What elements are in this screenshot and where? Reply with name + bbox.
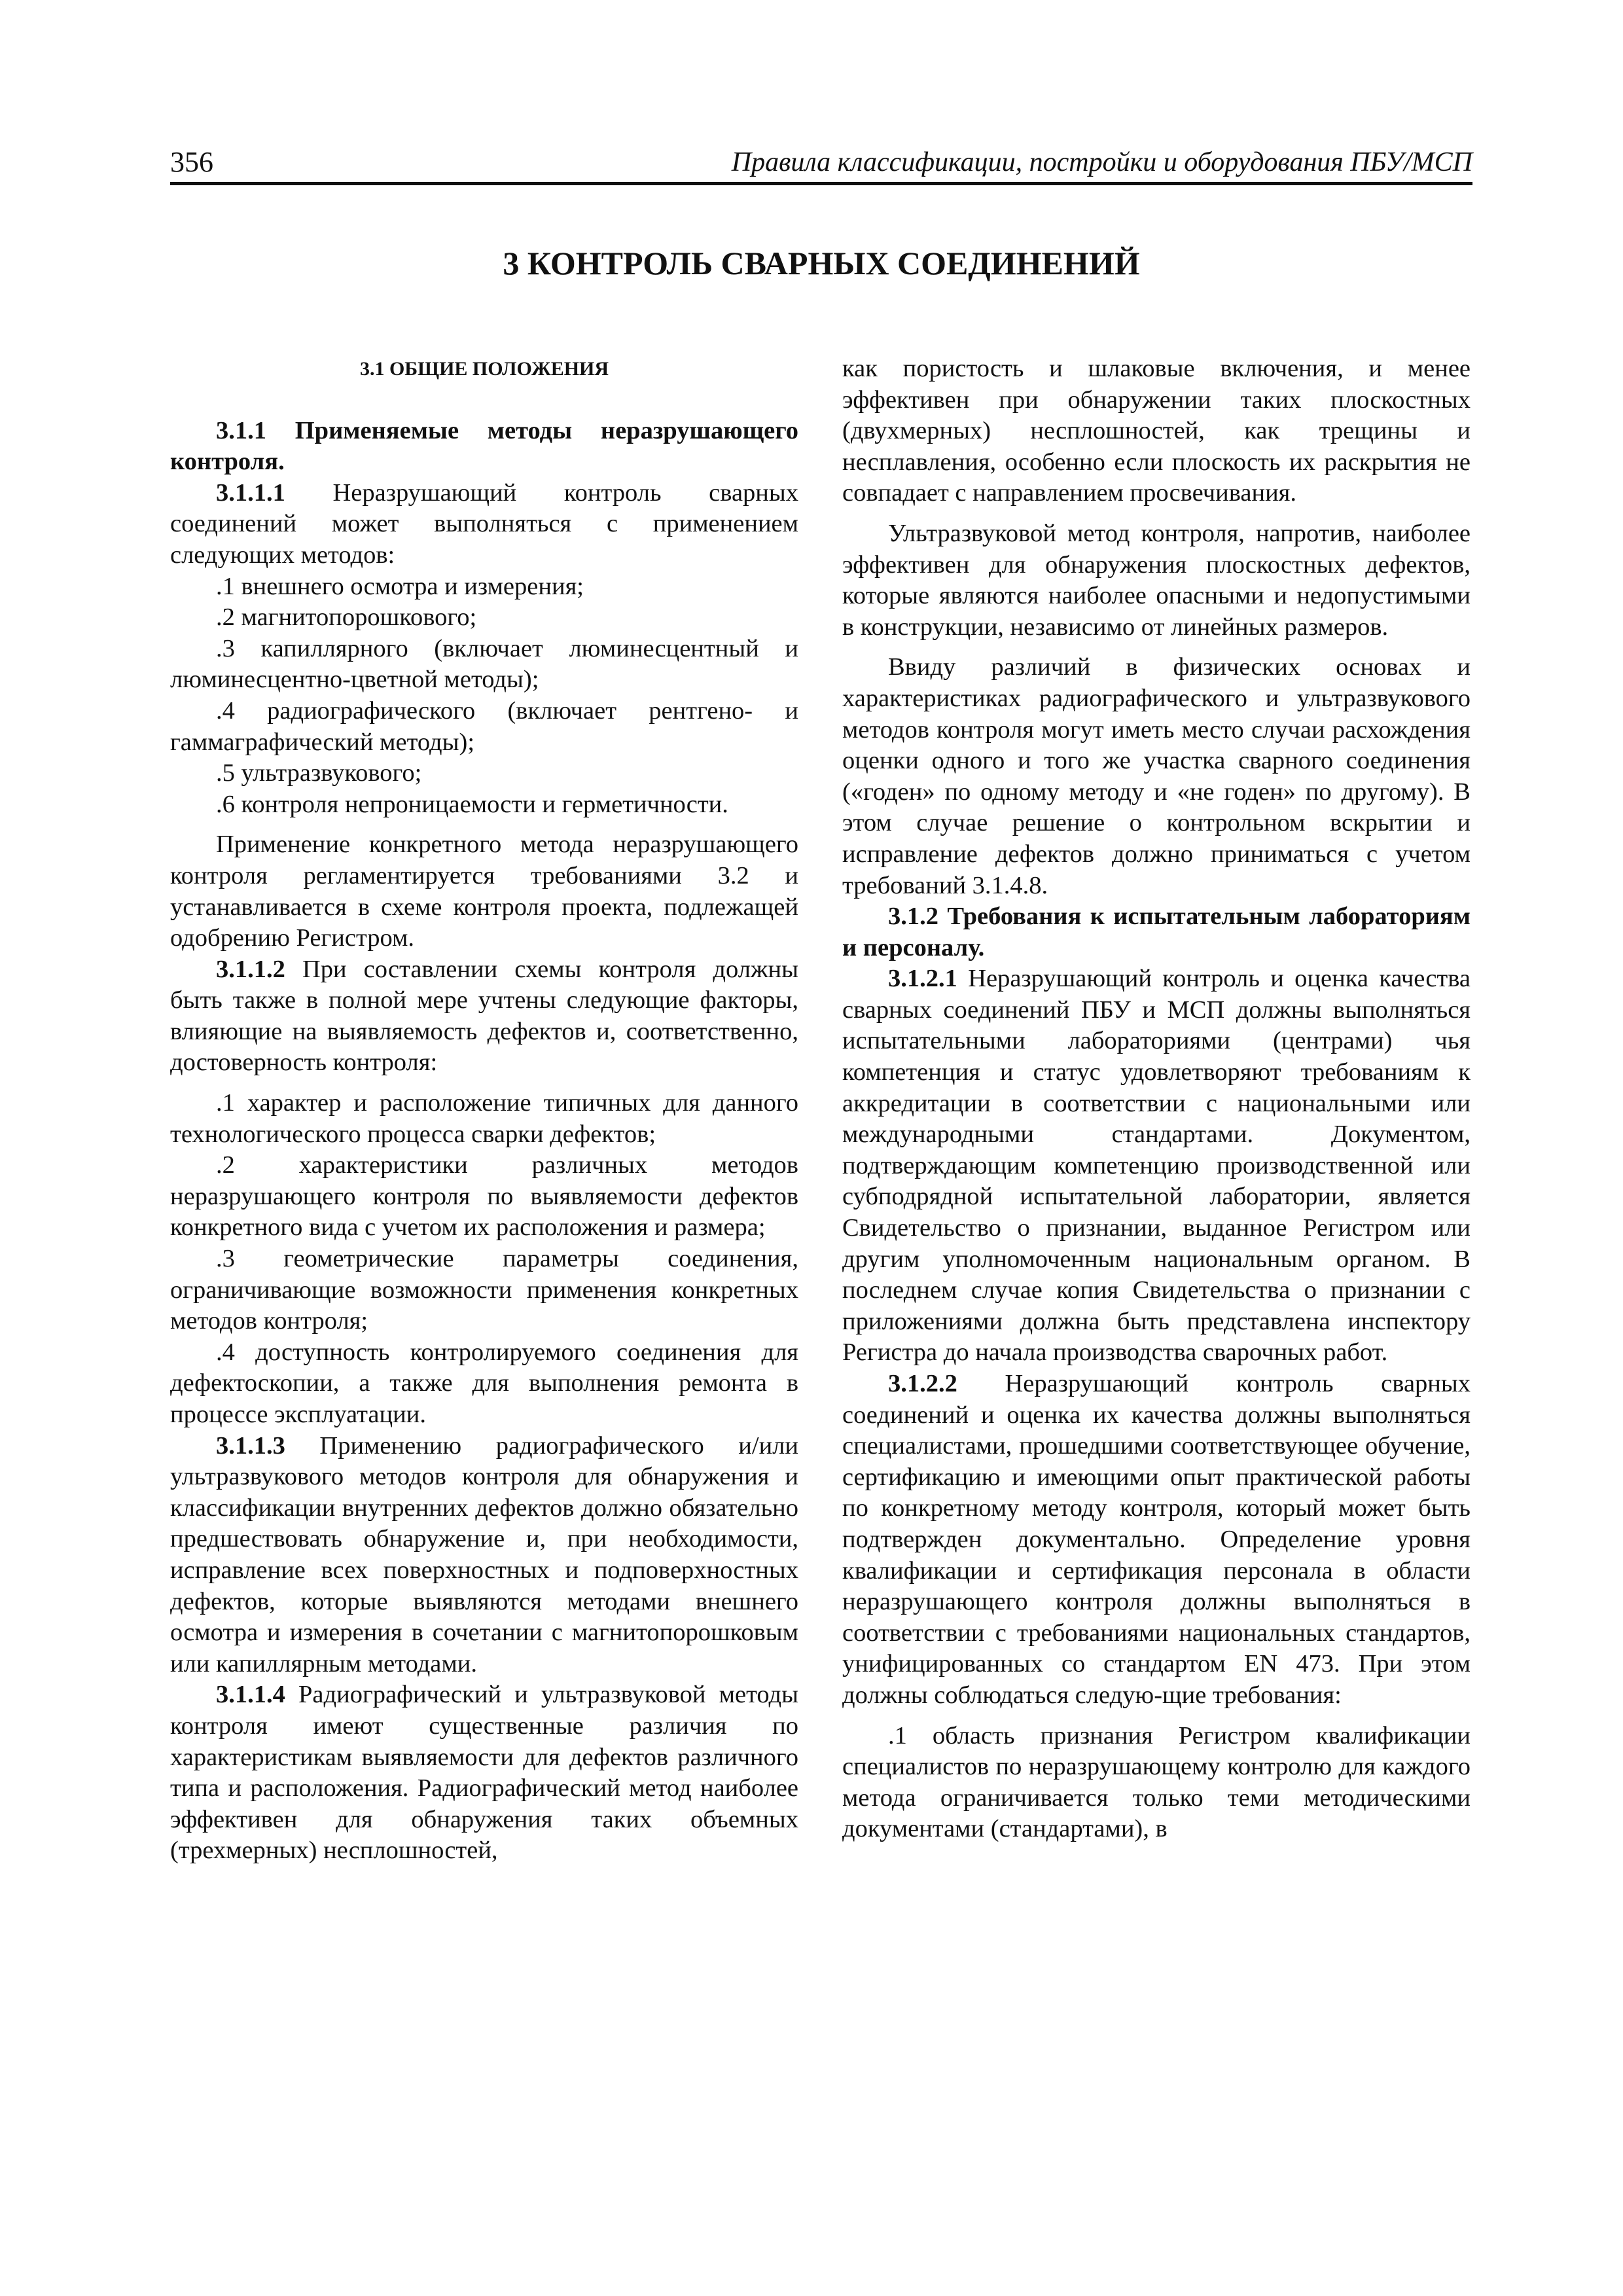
clause-text: Неразрушающий контроль сварных соединений может выполняться с применением следующих методов:	[170, 478, 798, 569]
clause-title: Применяемые методы неразрушающего контроля.	[170, 416, 798, 476]
factor-item: .1 характер и расположение типичных для данного технологического процесса сварки дефектов;	[170, 1089, 798, 1148]
clause-3-1-2-2	[842, 1369, 1471, 1712]
clause-3-1-1-3	[170, 1431, 798, 1680]
clause-number: 3.1.1.4	[216, 1681, 285, 1709]
requirement-item: .1 область признания Регистром квалификации специалистов по неразрушающему контролю для каждого метода ограничивается только теми методическими документами (стандартами), в	[842, 1721, 1471, 1843]
paragraph: Ультразвуковой метод контроля, напротив, наиболее эффективен для обнаружения плоскостных дефектов, которые являются наиболее опасными и недопустимыми в конструкции, независимо от линейных размеров.	[842, 519, 1471, 641]
clause-text: Радиографический и ультразвуковой методы контроля имеют существенные различия по характеристикам выявляемости для дефектов различного типа и расположения. Радиографический метод наиболее эффективен для обнаружения таких объемных (трехмерных) несплошностей,	[170, 1681, 798, 1865]
clause-3-1-2-1	[842, 963, 1471, 1369]
clause-number: 3.1.1.1	[216, 478, 285, 507]
clause-number: 3.1.1	[216, 416, 266, 444]
right-column	[842, 353, 1471, 1845]
clause-number: 3.1.2	[888, 903, 938, 931]
paragraph: Применение конкретного метода неразрушающего контроля регламентируется требованиями 3.2 и устанавливается в схеме контроля проекта, подлежащей одобрению Регистром.	[170, 831, 798, 952]
factor-item: .2 характеристики различных методов неразрушающего контроля по выявляемости дефектов конкретного вида с учетом их расположения и размера;	[170, 1151, 798, 1242]
page-header	[170, 144, 1472, 181]
paragraph-continuation: как пористость и шлаковые включения, и менее эффективен при обнаружении таких плоскостных (двухмерных) несплошностей, как трещины и несплавления, особенно если плоскость их раскрытия не совпадает с направлением просвечивания.	[842, 355, 1471, 507]
header-rule	[170, 182, 1472, 185]
left-column	[170, 353, 798, 1867]
clause-title: Требования к испытательным лабораториям и персоналу.	[842, 903, 1471, 961]
clause-3-1-1-4	[170, 1679, 798, 1867]
clause-3-1-1-2	[170, 954, 798, 1079]
clause-number: 3.1.2.2	[888, 1370, 957, 1397]
factor-item: .4 доступность контролируемого соединения для дефектоскопии, а также для выполнения ремонта в процессе эксплуатации.	[170, 1338, 798, 1428]
clause-number: 3.1.1.2	[216, 955, 285, 983]
page-number: 356	[170, 146, 213, 178]
paragraph: Ввиду различий в физических основах и характеристиках радиографического и ультразвукового методов контроля могут иметь место случаи расхождения оценки одного и того же участка сварного соединения («годен» по одному методу и «не годен» по другому). В этом случае решение о контрольном вскрытии и исправление дефектов должно приниматься с учетом требований 3.1.4.8.	[842, 653, 1471, 899]
factor-item: .3 геометрические параметры соединения, ограничивающие возможности применения конкретных методов контроля;	[170, 1245, 798, 1335]
clause-text: Неразрушающий контроль сварных соединений и оценка их качества должны выполняться специалистами, прошедшими соответствующее обучение, сертификацию и имеющими опыт практической работы по конкретному методу контроля, который может быть подтвержден документально. Определение уровня квалификации и сертификация персонала в области неразрушающего контроля должны выполняться в соответствии с требованиями национальных стандартов, унифицированных со стандартом EN 473. При этом должны соблюдаться следую-щие требования:	[842, 1370, 1471, 1709]
method-item: .2 магнитопорошкового;	[216, 603, 477, 632]
clause-3-1-1	[170, 416, 798, 478]
method-item: .3 капиллярного (включает люминесцентный и люминесцентно-цветной методы);	[170, 634, 798, 694]
running-title: Правила классификации, постройки и оборудования ПБУ/МСП	[731, 147, 1472, 177]
chapter-title: 3 КОНТРОЛЬ СВАРНЫХ СОЕДИНЕНИЙ	[503, 245, 1140, 281]
method-item: .6 контроля непроницаемости и герметичности.	[216, 790, 728, 818]
clause-3-1-1-1	[170, 478, 798, 571]
clause-text: Применению радиографического и/или ультразвукового методов контроля для обнаружения и классификации внутренних дефектов должно обязательно предшествовать обнаружение и, при необходимости, исправление всех поверхностных и подповерхностных дефектов, которые выявляются методами внешнего осмотра и измерения в сочетании с магнитопорошковым или капиллярным методами.	[170, 1431, 798, 1677]
section-heading: 3.1 ОБЩИЕ ПОЛОЖЕНИЯ	[359, 358, 609, 380]
clause-text: Неразрушающий контроль и оценка качества сварных соединений ПБУ и МСП должны выполняться испытательными лабораториями (центрами) чья компетенция и статус удовлетворяют требованиям к аккредитации в соответствии с национальными или международными стандартами. Документом, подтверждающим компетенцию производственной или субподрядной испытательной лаборатории, является Свидетельство о признании, выданное Регистром или другим уполномоченным национальным органом. В последнем случае копия Свидетельства о признании с приложениями должна быть представлена инспектору Регистра до начала производства сварочных работ.	[842, 965, 1471, 1367]
method-item: .4 радиографического (включает рентгено- и гаммаграфический методы);	[170, 696, 798, 756]
clause-number: 3.1.2.1	[888, 965, 957, 993]
method-item: .1 внешнего осмотра и измерения;	[216, 572, 584, 600]
method-item: .5 ультразвукового;	[216, 759, 422, 787]
clause-text: При составлении схемы контроля должны быть также в полной мере учтены следующие факторы, влияющие на выявляемость дефектов и, соответственно, достоверность контроля:	[170, 955, 798, 1077]
clause-number: 3.1.1.3	[216, 1431, 285, 1460]
clause-3-1-2	[842, 901, 1471, 963]
